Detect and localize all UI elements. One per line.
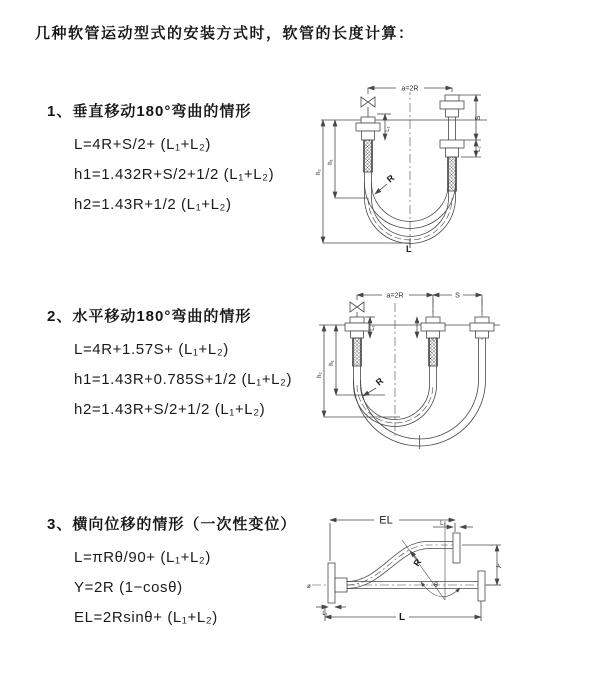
hose-u-bend-arcs [354,380,486,449]
upper-right-flange [453,533,460,563]
dim-label-h1: h₁ [328,159,334,165]
left-flange [345,317,369,338]
right-lower-flange [440,140,464,157]
dim-label-l: L [398,612,406,623]
right-upper-flange [440,95,464,117]
section-1-formula-2: h1=1.432R+S/2+1/2 (L₁+L₂) [74,166,275,183]
dim-label-s: S [455,292,460,300]
section-2-formula-1: L=4R+1.57S+ (L₁+L₂) [74,341,229,358]
valve-icon [361,97,375,117]
left-flange [356,117,380,140]
diagram-vertical-180-bend [315,80,590,255]
section-2-formulas [47,335,292,425]
dim-label-l2: L₂ [440,521,446,527]
section-3 [47,513,296,633]
section-1-formula-1: L=4R+S/2+ (L₁+L₂) [74,136,211,153]
section-3-formulas [47,543,296,633]
label-radius: R [373,375,386,388]
label-theta: θ [434,582,438,589]
section-1 [47,100,274,220]
diagram-lateral-displacement [300,505,595,645]
dim-label-y: Y [495,563,504,572]
lower-right-flange [478,571,485,601]
left-flange [328,563,335,603]
dim-label-h1: h₁ [329,360,335,366]
dim-label-a2r: a=2R [401,85,419,93]
label-radius: R [411,557,424,569]
left-pipe-stub [335,578,347,592]
label-length: L [406,244,412,254]
dim-label-h2: h₂ [317,372,323,378]
section-2-formula-2: h1=1.43R+0.785S+1/2 (L₁+L₂) [74,371,293,388]
hose-legs [354,338,486,388]
section-1-heading: 1、垂直移动180°弯曲的情形 [47,103,252,120]
middle-flange [421,317,445,338]
dim-label-l2: L₂ [476,146,482,152]
r-leader-line [375,184,387,194]
centerline-end-mark: ø [307,584,311,590]
section-1-formula-3: h2=1.43R+1/2 (L₁+L₂) [74,196,232,213]
section-2-formula-3: h2=1.43R+S/2+1/2 (L₁+L₂) [74,401,266,418]
section-3-heading: 3、横向位移的情形（一次性变位） [47,516,297,533]
dimension-h2 [324,325,400,417]
right-flange [470,317,494,338]
page-title: 几种软管运动型式的安装方式时，软管的长度计算： [35,25,415,42]
dim-label-h2: h₂ [316,169,322,175]
dim-label-l1: L₁ [322,611,328,617]
dim-label-l1: L₁ [385,126,391,132]
label-radius: R [384,172,397,185]
dim-label-l1: L₁ [370,325,376,331]
dim-label-el: EL [379,514,393,527]
dim-label-a2r: a=2R [386,292,404,300]
section-3-formula-1: L=πRθ/90+ (L₁+L₂) [74,549,211,566]
valve-icon [350,302,364,317]
diagram-horizontal-180-bend [315,285,590,455]
section-2-heading: 2、水平移动180°弯曲的情形 [47,308,252,325]
section-1-formulas [47,130,274,220]
section-3-formula-2: Y=2R (1−cosθ) [74,579,183,596]
dim-label-s: S [475,115,482,121]
section-2 [47,305,292,425]
section-3-formula-3: EL=2Rsinθ+ (L₁+L₂) [74,609,218,626]
